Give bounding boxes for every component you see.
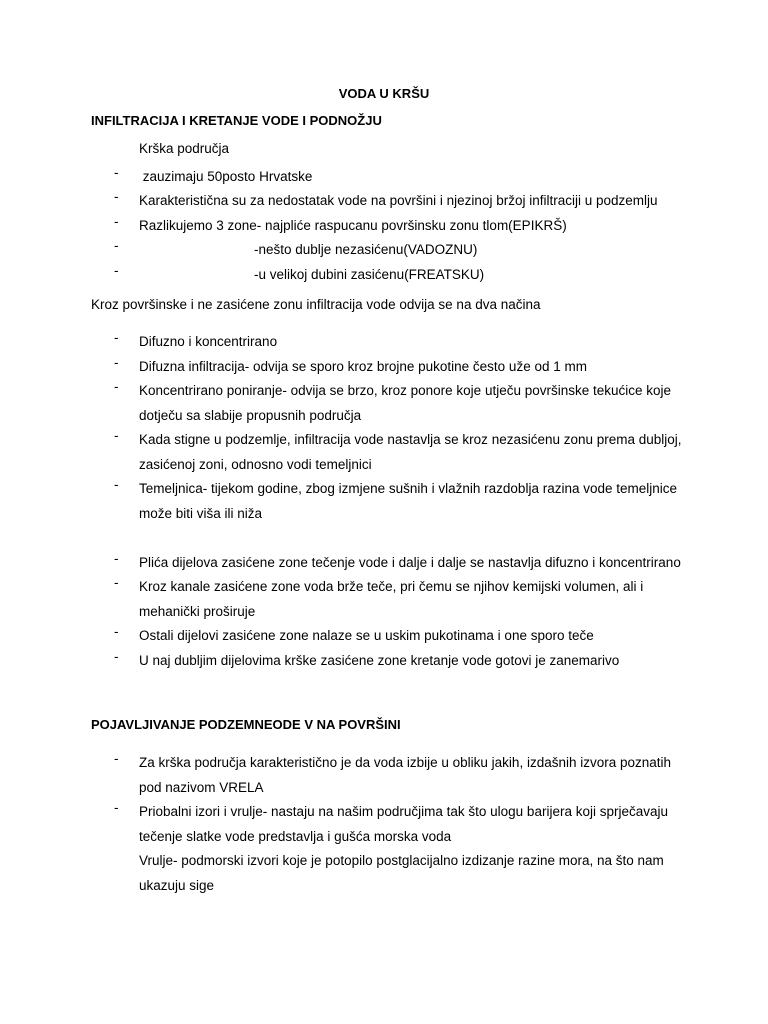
bullet-dash: -	[114, 477, 119, 492]
bullet-dash: -	[114, 624, 119, 639]
document-title: VODA U KRŠU	[338, 86, 430, 101]
list-item-text: Razlikujemo 3 zone- najpliće raspucanu površinsku zonu tlom(EPIKRŠ)	[139, 218, 567, 233]
bullet-dash: -	[114, 189, 119, 204]
section1-paragraph: Kroz površinske i ne zasićene zonu infiltracija vode odvija se na dva načina	[91, 297, 541, 312]
list-item-text: -u velikoj dubini zasićenu(FREATSKU)	[254, 267, 485, 282]
section2-heading: POJAVLJIVANJE PODZEMNEODE V NA POVRŠINI	[91, 717, 401, 732]
bullet-dash: -	[114, 330, 119, 345]
list-item-text: zauzimaju 50posto Hrvatske	[139, 169, 313, 184]
list-item-text: Temeljnica- tijekom godine, zbog izmjene sušnih i vlažnih razdoblja razina vode temeljnice može biti viša ili niža	[139, 481, 678, 521]
list-item-text: Priobalni izori i vrulje- nastaju na našim područjima tak što ulogu barijera koji sprječavaju tečenje slatke vode predstavlja i gušća morska voda	[139, 804, 668, 844]
list-item-text: Kada stigne u podzemlje, infiltracija vode nastavlja se kroz nezasićenu zonu prema dubljoj, zasićenoj zoni, odnosno vodi temeljnici	[139, 432, 682, 472]
continuation-text: Vrulje- podmorski izvori koje je potopilo postglacijalno izdizanje razine mora, na što nam ukazuju sige	[139, 853, 664, 893]
list-item-text: Plića dijelova zasićene zone tečenje vode i dalje i dalje se nastavlja difuzno i koncentrirano	[139, 555, 681, 570]
bullet-dash: -	[114, 214, 119, 229]
bullet-dash: -	[114, 551, 119, 566]
list-item-text: Kroz kanale zasićene zone voda brže teče, pri čemu se njihov kemijski volumen, ali i mehanički proširuje	[139, 579, 644, 619]
list-item-text: Za krška područja karakteristično je da voda izbije u obliku jakih, izdašnih izvora poznatih pod nazivom VRELA	[139, 755, 672, 795]
list-item-text: U naj dubljim dijelovima krške zasićene zone kretanje vode gotovi je zanemarivo	[139, 653, 620, 668]
bullet-dash: -	[114, 575, 119, 590]
bullet-dash: -	[114, 649, 119, 664]
bullet-dash: -	[114, 800, 119, 815]
bullet-dash: -	[114, 165, 119, 180]
list-item-text: Difuzna infiltracija- odvija se sporo kroz brojne pukotine često uže od 1 mm	[139, 359, 587, 374]
bullet-dash: -	[114, 751, 119, 766]
list-item-text: -nešto dublje nezasićenu(VADOZNU)	[254, 242, 478, 257]
list-item-text: Karakteristična su za nedostatak vode na površini i njezinoj bržoj infiltraciji u podzemlju	[139, 193, 658, 208]
list-item-text: Difuzno i koncentrirano	[139, 334, 278, 349]
bullet-dash: -	[114, 263, 119, 278]
bullet-dash: -	[114, 428, 119, 443]
section1-heading: INFILTRACIJA I KRETANJE VODE I PODNOŽJU	[91, 113, 382, 128]
bullet-dash: -	[114, 355, 119, 370]
section1-intro: Krška područja	[139, 141, 230, 156]
bullet-dash: -	[114, 379, 119, 394]
list-item-text: Koncentrirano poniranje- odvija se brzo, kroz ponore koje utječu površinske tekućice koje dotječu sa slabije propusnih područja	[139, 383, 672, 423]
list-item-text: Ostali dijelovi zasićene zone nalaze se u uskim pukotinama i one sporo teče	[139, 628, 594, 643]
bullet-dash: -	[114, 238, 119, 253]
